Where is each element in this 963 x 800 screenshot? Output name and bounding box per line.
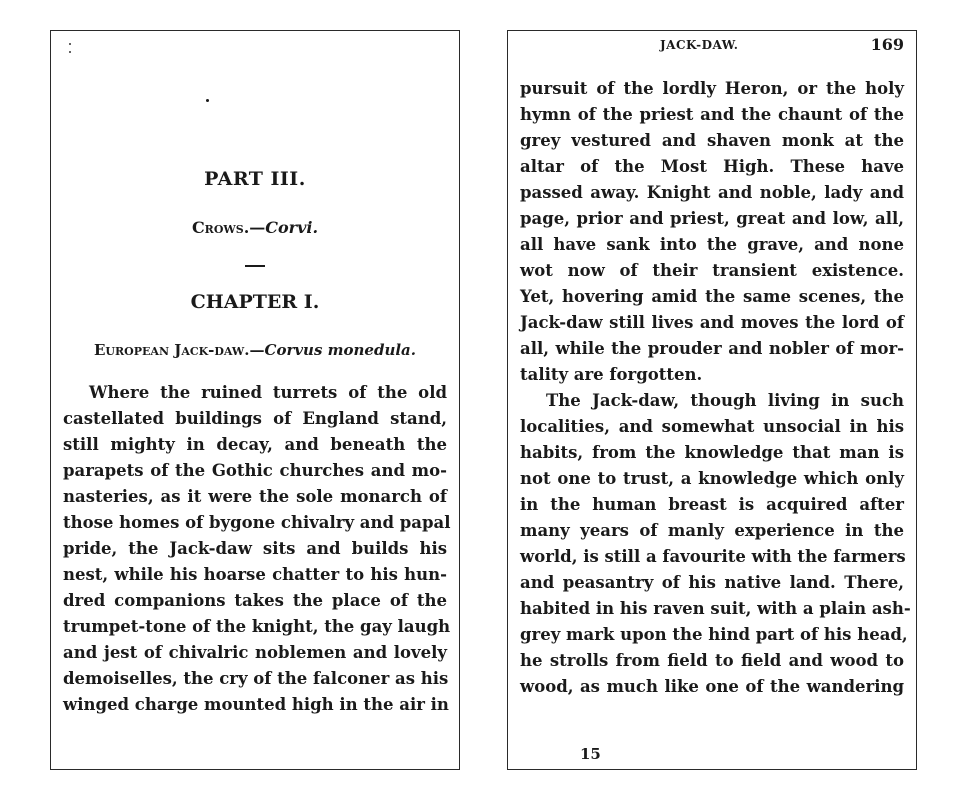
body-line: pursuit of the lordly Heron, or the holy (520, 79, 904, 98)
body-line: winged charge mounted high in the air in (63, 695, 449, 714)
body-line: and peasantry of his native land. There, (520, 573, 904, 592)
body-line: localities, and somewhat unsocial in his (520, 417, 904, 436)
body-line: Where the ruined turrets of the old (89, 383, 447, 402)
species-title-latin: Corvus monedula. (264, 341, 416, 359)
body-line: trumpet-tone of the knight, the gay laugh (63, 617, 451, 636)
body-line: dred companions takes the place of the (63, 591, 447, 610)
signature-mark: 15 (580, 745, 601, 763)
body-line: those homes of bygone chivalry and papal (63, 513, 451, 532)
chapter-title: CHAPTER I. (190, 291, 320, 313)
section-title-name: Crows. (191, 218, 250, 237)
body-line: still mighty in decay, and beneath the (63, 435, 447, 454)
body-line: habits, from the knowledge that man is (520, 443, 904, 462)
part-title: PART III. (204, 168, 306, 190)
body-line: altar of the Most High. These have (520, 157, 904, 176)
species-title (51, 341, 459, 359)
body-line: Jack-daw still lives and moves the lord of (520, 313, 904, 332)
body-line: castellated buildings of England stand, (63, 409, 447, 428)
right-page (507, 30, 917, 770)
body-line: grey mark upon the hind part of his head, (520, 625, 908, 644)
section-title-latin: Corvi. (265, 218, 319, 237)
body-line: Yet, hovering amid the same scenes, the (520, 287, 904, 306)
body-line: hymn of the priest and the chaunt of the (520, 105, 904, 124)
species-title-name: European Jack-daw. (94, 341, 250, 359)
body-line: all, while the prouder and nobler of mor- (520, 339, 904, 358)
body-line: passed away. Knight and noble, lady and (520, 183, 904, 202)
left-body-text (63, 380, 451, 718)
body-line: he strolls from field to field and wood to (520, 651, 904, 670)
body-line: nasteries, as it were the sole monarch of (63, 487, 447, 506)
section-title (51, 218, 459, 237)
body-line: pride, the Jack-daw sits and builds his (63, 539, 447, 558)
section-divider (245, 265, 265, 267)
print-dot (206, 99, 209, 102)
left-page (50, 30, 460, 770)
body-line: world, is still a favourite with the farmers (520, 547, 906, 566)
body-line: wot now of their transient existence. (520, 261, 904, 280)
body-line: and jest of chivalric noblemen and lovely (63, 643, 447, 662)
body-line: nest, while his hoarse chatter to his hun- (63, 565, 447, 584)
body-line: The Jack-daw, though living in such (546, 391, 904, 410)
running-head: JACK-DAW. (660, 38, 739, 52)
body-line: habited in his raven suit, with a plain ash- (520, 599, 911, 618)
body-line: grey vestured and shaven monk at the (520, 131, 904, 150)
body-line: in the human breast is acquired after (520, 495, 904, 514)
body-line: tality are forgotten. (520, 365, 703, 384)
body-line: demoiselles, the cry of the falconer as his (63, 669, 449, 688)
page-number: 169 (870, 35, 904, 54)
body-line: many years of manly experience in the (520, 521, 904, 540)
body-line: parapets of the Gothic churches and mo- (63, 461, 447, 480)
body-line: page, prior and priest, great and low, all, (520, 209, 904, 228)
body-line: all have sank into the grave, and none (520, 235, 904, 254)
print-speck (69, 43, 71, 45)
print-speck (69, 51, 71, 53)
body-line: not one to trust, a knowledge which only (520, 469, 904, 488)
species-title-separator: — (249, 341, 265, 359)
right-body-text (520, 76, 911, 700)
section-title-separator: — (249, 218, 266, 237)
body-line: wood, as much like one of the wandering (520, 677, 904, 696)
